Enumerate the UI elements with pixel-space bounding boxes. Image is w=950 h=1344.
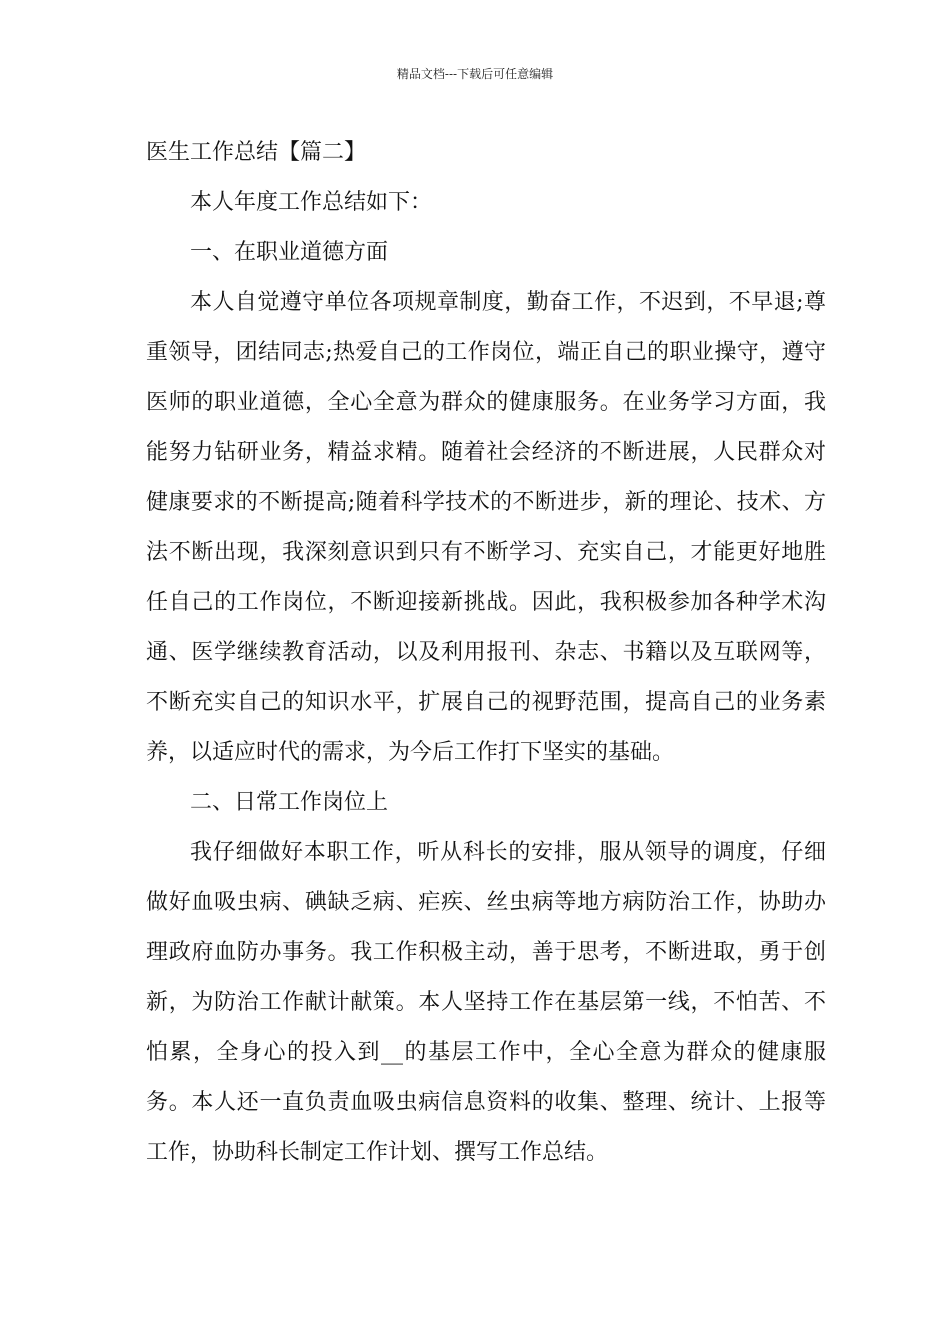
section-heading-daily-work: 二、日常工作岗位上 <box>190 790 389 815</box>
section-body-professional-ethics: 本人自觉遵守单位各项规章制度，勤奋工作，不迟到，不早退;尊重领导，团结同志;热爱自己的工作岗位，端正自己的职业操守，遵守医师的职业道德，全心全意为群众的健康服务。在业务学习方面，我能努力钻研业务，精益求精。随着社会经济的不断进展，人民群众对健康要求的不断提高;随着科学技术的不断进步，新的理论、技术、方法不断出现，我深刻意识到只有不断学习、充实自己，才能更好地胜任自己的工作岗位，不断迎接新挑战。因此，我积极参加各种学术沟通、医学继续教育活动，以及利用报刊、杂志、书籍以及互联网等，不断充实自己的知识水平，扩展自己的视野范围，提高自己的业务素养，以适应时代的需求，为今后工作打下坚实的基础。 <box>146 290 826 765</box>
document-title: 医生工作总结【篇二】 <box>146 140 367 165</box>
section-heading-professional-ethics: 一、在职业道德方面 <box>190 240 389 265</box>
section-body-daily-work: 我仔细做好本职工作，听从科长的安排，服从领导的调度，仔细做好血吸虫病、碘缺乏病、疟疾、丝虫病等地方病防治工作，协助办理政府血防办事务。我工作积极主动，善于思考，不断进取，勇于创新，为防治工作献计献策。本人坚持工作在基层第一线，不怕苦、不怕累，全身心的投入到__的基层工作中，全心全意为群众的健康服务。本人还一直负责血吸虫病信息资料的收集、整理、统计、上报等工作，协助科长制定工作计划、撰写工作总结。 <box>146 840 826 1165</box>
page-header: 精品文档---下载后可任意编辑 <box>396 67 554 81</box>
intro-paragraph: 本人年度工作总结如下： <box>190 190 433 215</box>
document-body <box>146 128 826 1178</box>
